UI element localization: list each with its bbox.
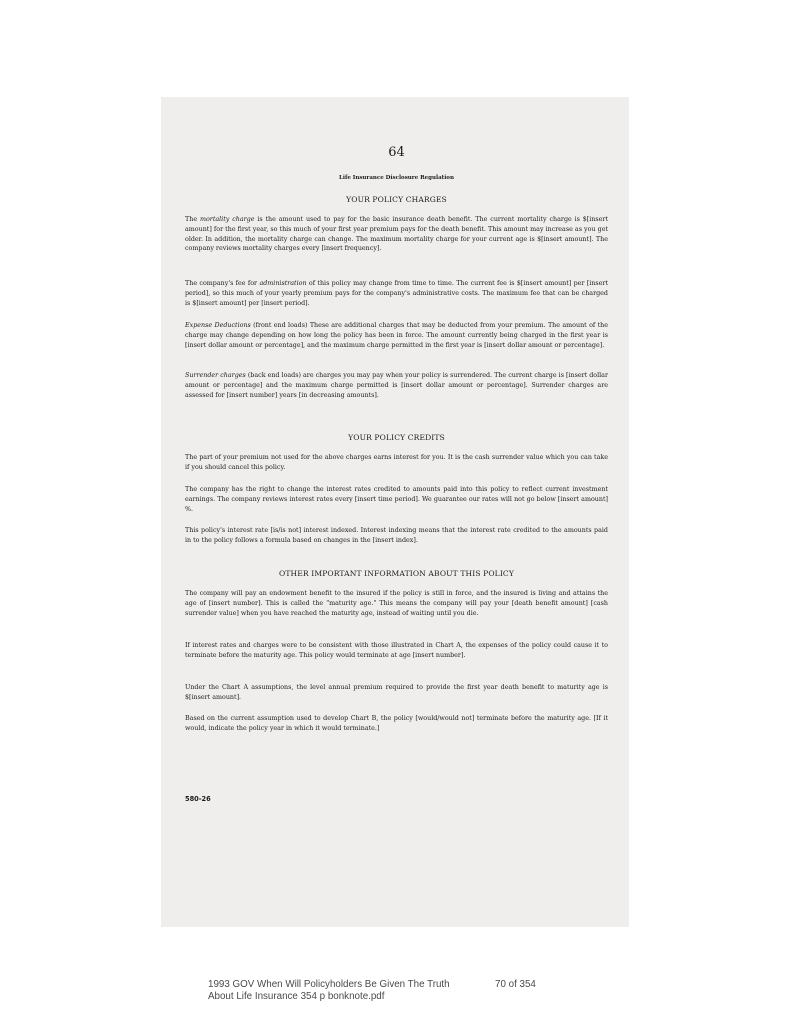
- text-body: (back end loads) are charges you may pay when your policy is surrendered. The current charge is [insert dollar amount or percentage] and the maximum charge permitted is [insert dollar amount or percentage]. Surrender charges are assessed for [insert number] years [in decreasing amounts].: [185, 372, 608, 399]
- pdf-footer-title: [208, 979, 498, 1003]
- paragraph-chart-a-termination: If interest rates and charges were to be consistent with those illustrated in Chart A, the expenses of the policy could cause it to terminate before the maturity age. This policy would terminate at age [insert number].: [185, 642, 608, 659]
- paragraph-chart-b-assumption: Based on the current assumption used to develop Chart B, the policy [would/would not] terminate before the maturity age. [If it would, indicate the policy year in which it would terminate.]: [185, 715, 608, 732]
- document-page: [161, 97, 629, 1002]
- footer-title-line-2: About Life Insurance 354 p bonknote.pdf: [208, 991, 385, 1002]
- text-body: is the amount used to pay for the basic insurance death benefit. The current mortality charge is $[insert amount] for the first year, so this much of your first year premium pays for the death benefit. This amount may increase as you get older. In addition, the mortality charge can change. The maximum mortality charge for your current age is $[insert amount]. The company reviews mortality charges every [insert frequency].: [185, 216, 608, 253]
- term-expense-deductions: Expense Deductions: [185, 322, 251, 329]
- footer-title-line-1: 1993 GOV When Will Policyholders Be Given The Truth: [208, 979, 450, 990]
- text-body: (front end loads) These are additional charges that may be deducted from your premium. The amount of the charge may change depending on how long the policy has been in force. The amount currently being charged in the first year is [insert dollar amount or percentage], and the maximum charge permitted in the first year is [insert dollar amount or percentage].: [185, 322, 608, 349]
- paragraph-expense-deductions: [185, 321, 608, 350]
- term-surrender-charges: Surrender charges: [185, 372, 246, 379]
- page-number: 64: [388, 145, 405, 160]
- heading-policy-charges: YOUR POLICY CHARGES: [346, 195, 447, 204]
- text-lead: The company's fee for: [185, 280, 260, 287]
- heading-other-information: OTHER IMPORTANT INFORMATION ABOUT THIS POLICY: [279, 569, 514, 578]
- form-number: 580-26: [185, 795, 211, 803]
- paragraph-chart-a-premium: Under the Chart A assumptions, the level annual premium required to provide the first year death benefit to maturity age is $[insert amount].: [185, 684, 608, 701]
- text-lead: The: [185, 216, 200, 223]
- term-administration: administration: [259, 280, 307, 287]
- paragraph-endowment-benefit: The company will pay an endowment benefit to the insured if the policy is still in force, and the insured is living and attains the age of [insert number]. This is called the "maturity age." This means the company will pay your [death benefit amount] [cash surrender value] when you have reached the maturity age, instead of waiting until you die.: [185, 590, 608, 617]
- pdf-page-counter: 70 of 354: [495, 979, 536, 990]
- heading-policy-credits: YOUR POLICY CREDITS: [348, 433, 445, 442]
- text-body: of this policy may change from time to time. The current fee is $[insert amount] per [insert period], so this much of your yearly premium pays for the company's administrative costs. The maximum fee that can be charged is $[insert amount] per [insert period].: [185, 280, 609, 307]
- paragraph-credits-interest-indexed: This policy's interest rate [is/is not] interest indexed. Interest indexing means that the interest rate credited to the amounts paid in to the policy follows a formula based on changes in the [insert index].: [185, 527, 608, 544]
- paragraph-credits-interest-rates: The company has the right to change the interest rates credited to amounts paid into this policy to reflect current investment earnings. The company reviews interest rates every [insert time period]. We guarantee our rates will not go below [insert amount] %.: [185, 486, 608, 513]
- paragraph-credits-cash-value: The part of your premium not used for the above charges earns interest for you. It is the cash surrender value which you can take if you should cancel this policy.: [185, 454, 608, 471]
- paragraph-administration-fee: [185, 279, 608, 308]
- paragraph-mortality-charge: [185, 215, 608, 254]
- running-head: Life Insurance Disclosure Regulation: [339, 175, 454, 181]
- paragraph-surrender-charges: [185, 371, 608, 400]
- term-mortality-charge: mortality charge: [199, 216, 255, 223]
